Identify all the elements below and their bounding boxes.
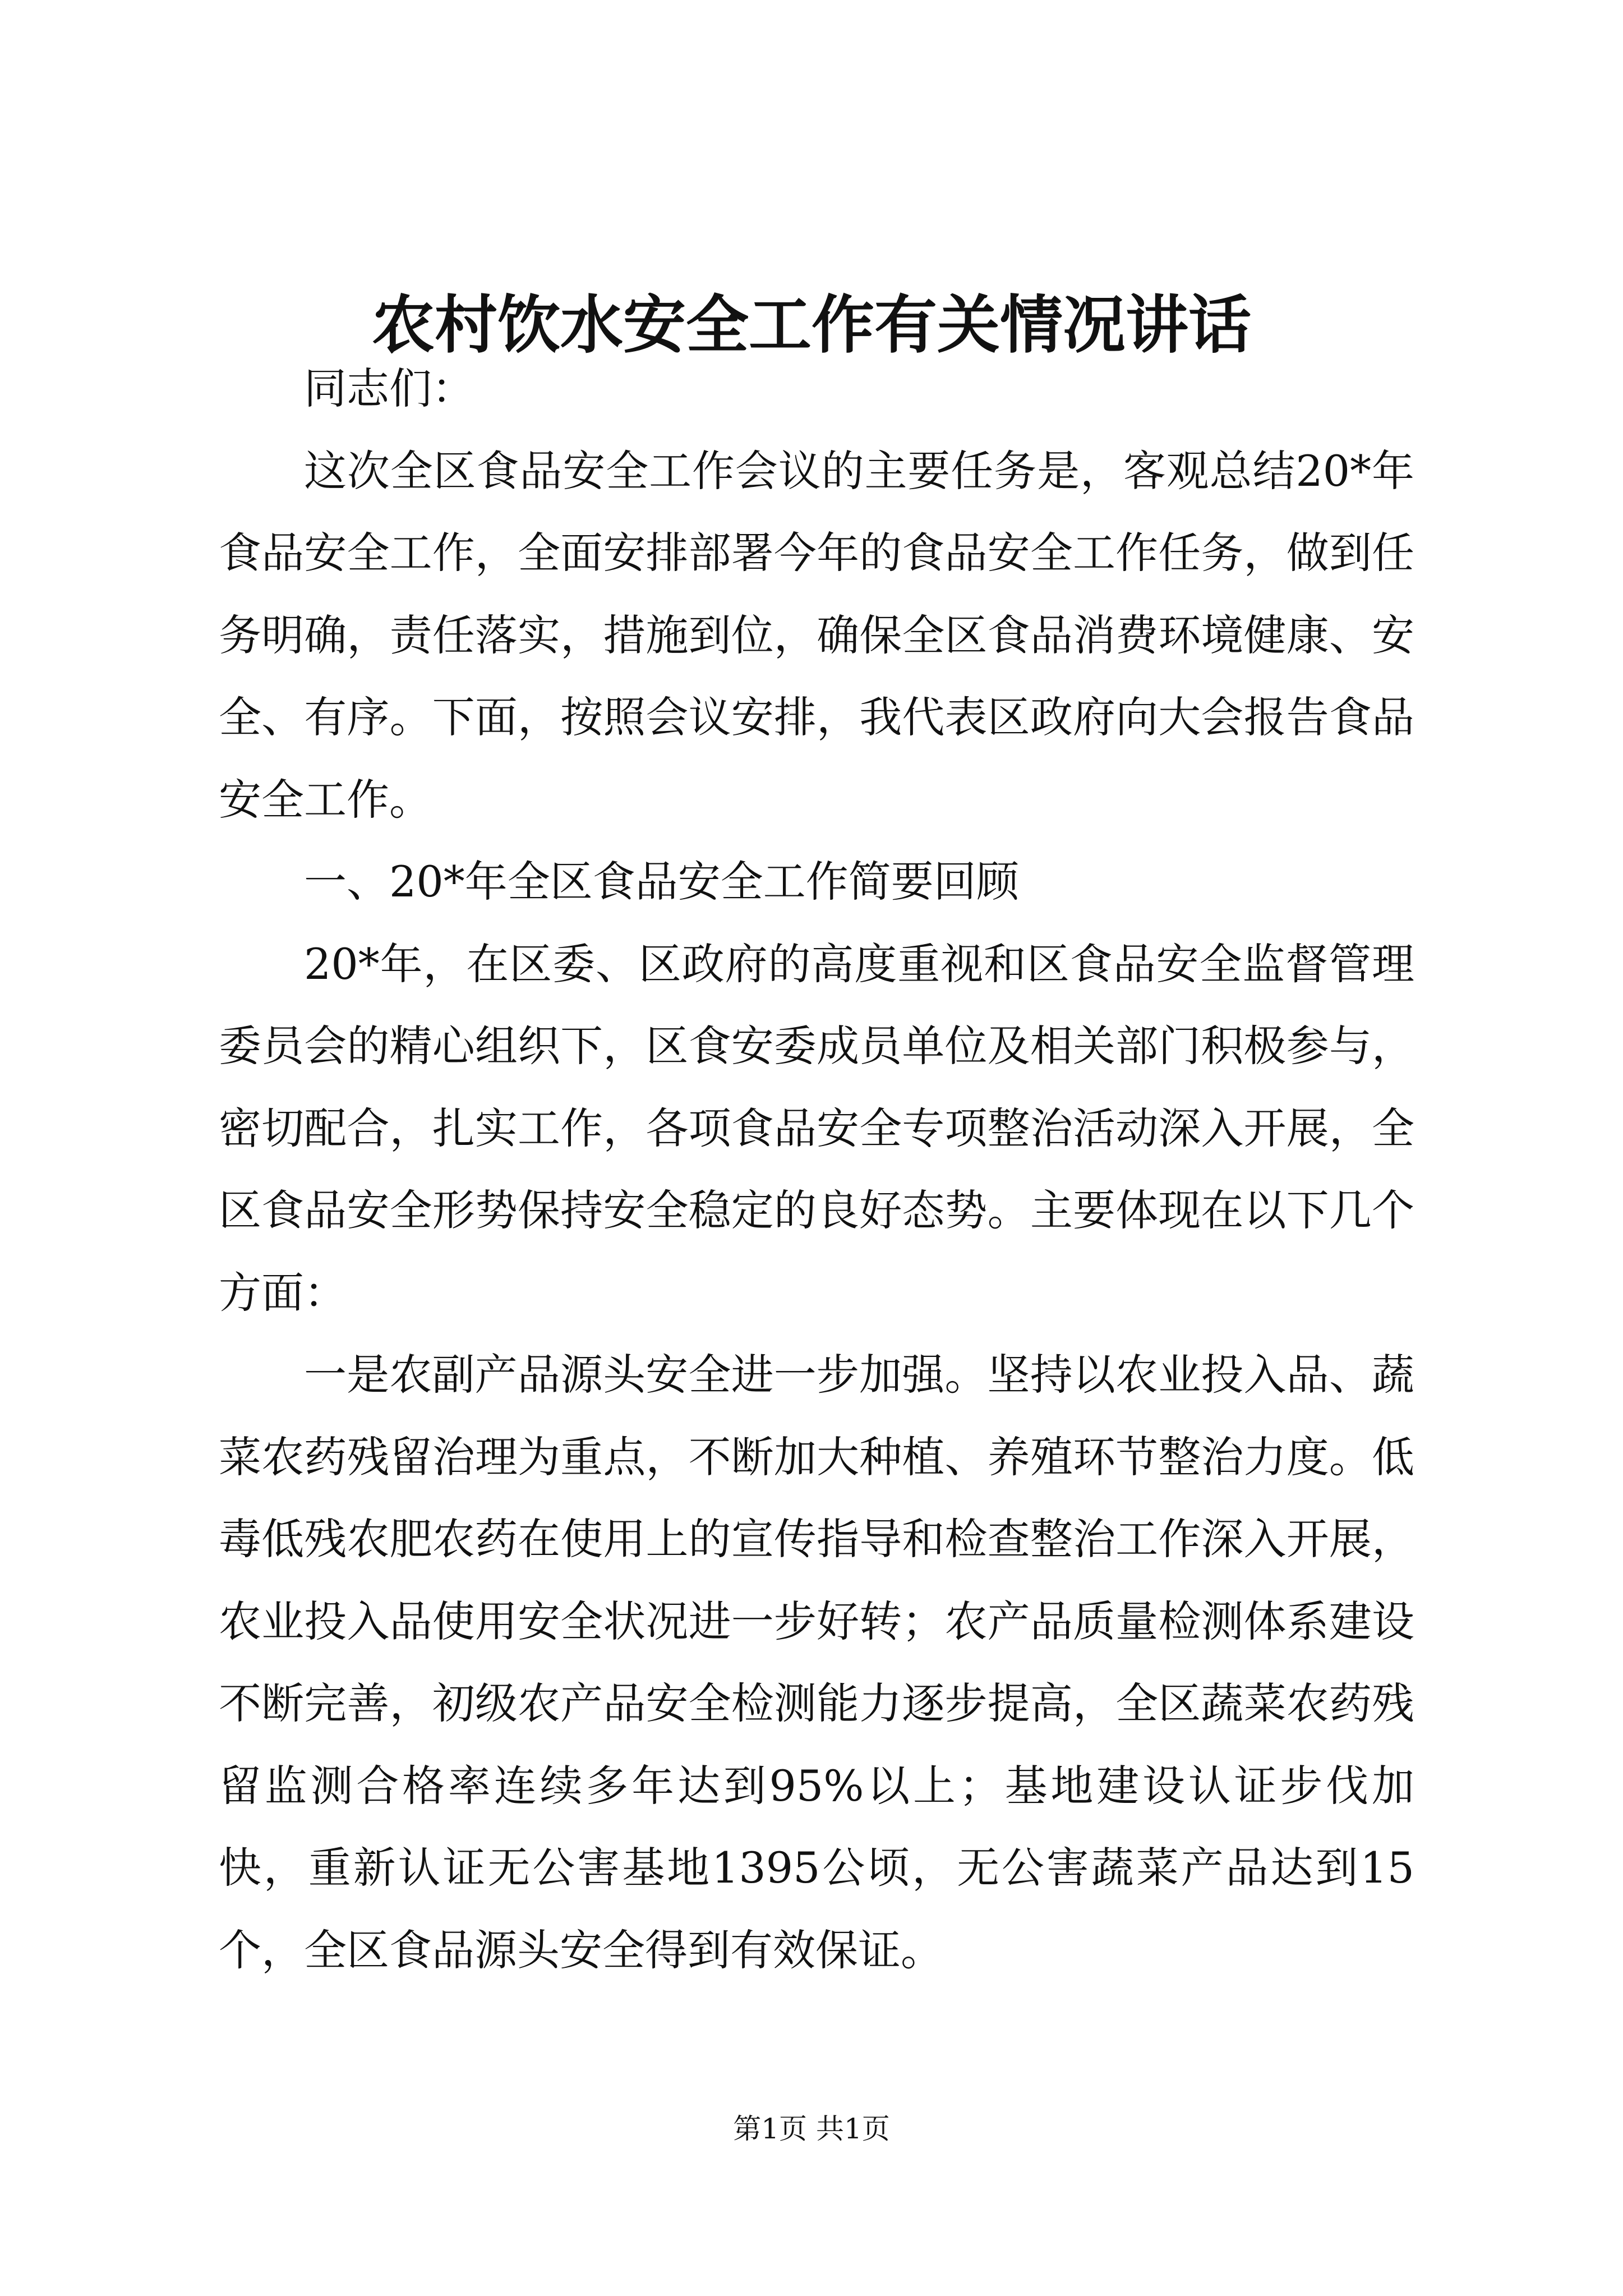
page-footer: 第1页 共1页 [733, 2113, 890, 2145]
section-heading: 一、20*年全区食品安全工作简要回顾 [304, 857, 1019, 907]
paragraph-source-safety: 一是农副产品源头安全进一步加强。坚持以农业投入品、蔬菜农药残留治理为重点，不断加大种植、养殖环节整治力度。低毒低残农肥农药在使用上的宣传指导和检查整治工作深入开展，农业投入品使用安全状况进一步好转；农产品质量检测体系建设不断完善，初级农产品安全检测能力逐步提高，全区蔬菜农药残留监测合格率连续多年达到95%以上；基地建设认证步伐加快，重新认证无公害基地1395公顷，无公害蔬菜产品达到15个，全区食品源头安全得到有效保证。 [219, 1350, 1414, 1975]
paragraph-intro: 这次全区食品安全工作会议的主要任务是，客观总结20*年食品安全工作，全面安排部署今年的食品安全工作任务，做到任务明确，责任落实，措施到位，确保全区食品消费环境健康、安全、有序。下面，按照会议安排，我代表区政府向大会报告食品安全工作。 [219, 445, 1414, 825]
paragraph-review: 20*年，在区委、区政府的高度重视和区食品安全监督管理委员会的精心组织下，区食安委成员单位及相关部门积极参与，密切配合，扎实工作，各项食品安全专项整治活动深入开展，全区食品安全形势保持安全稳定的良好态势。主要体现在以下几个方面： [219, 938, 1414, 1318]
document-title: 农村饮水安全工作有关情况讲话 [372, 288, 1251, 362]
paragraph-salutation: 同志们： [304, 364, 474, 413]
document-body [219, 348, 1414, 1991]
